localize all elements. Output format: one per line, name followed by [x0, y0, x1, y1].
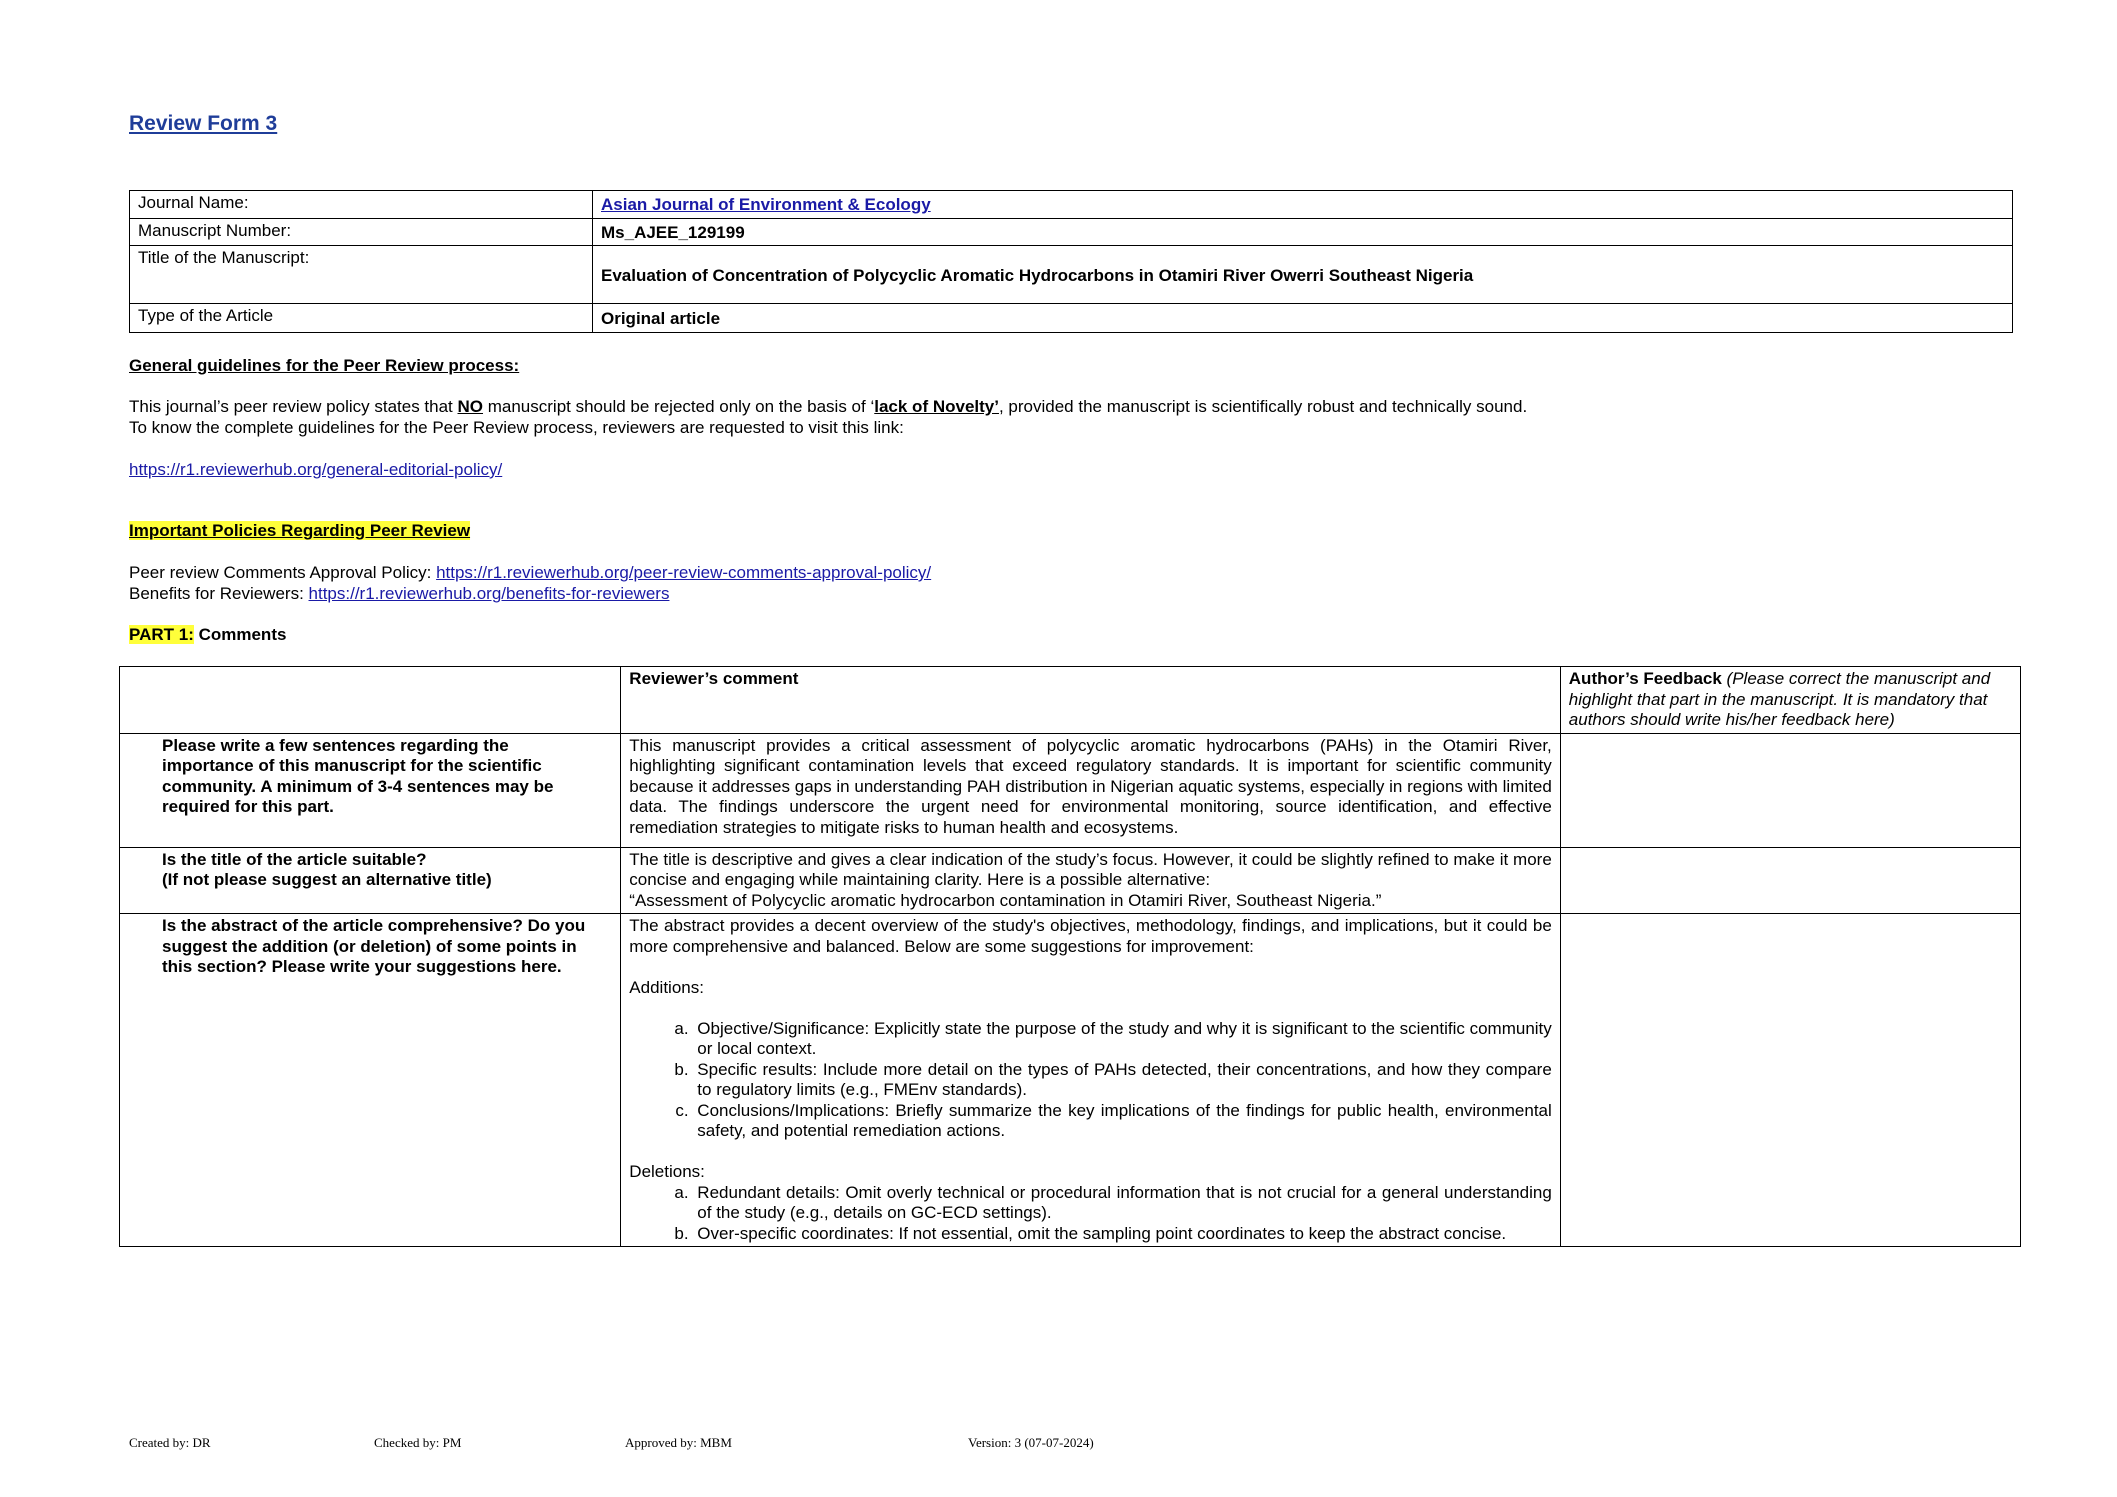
manuscript-number-label: Manuscript Number:: [130, 218, 593, 246]
author-feedback-instructions: (Please correct the manuscript and highlight that part in the manuscript. It is mandatory that authors should write his/her feedback here): [1568, 669, 1991, 729]
guidelines-heading: General guidelines for the Peer Review process:: [129, 356, 520, 375]
form-title: Review Form 3: [129, 112, 278, 135]
lack-of-novelty-emphasis: lack of Novelty’: [874, 397, 999, 416]
additions-label: Additions:: [629, 977, 704, 997]
footer-checked-by: Checked by: PM: [374, 1435, 462, 1450]
question-title: [120, 847, 621, 914]
table-row: [120, 847, 2021, 914]
abstract-intro: The abstract provides a decent overview of the study's objectives, methodology, findings, and implications, but it could be more comprehensive and balanced. Below are some suggestions for improvement:: [629, 916, 1552, 956]
comment-title: [621, 847, 1560, 914]
comment-abstract: [621, 914, 1560, 1247]
part1-title: Comments: [193, 625, 287, 644]
deletions-label: Deletions:: [629, 1162, 705, 1181]
benefits-label: Benefits for Reviewers:: [129, 584, 309, 603]
author-feedback-cell[interactable]: [1560, 847, 2020, 914]
header-empty-cell: [120, 667, 621, 734]
footer-approved-by: Approved by: MBM: [625, 1435, 732, 1450]
list-item: c. Conclusions/Implications: Briefly summarize the key implications of the findings for public health, environmental safety, and potential remediation actions.: [693, 1101, 1551, 1142]
comments-table: [119, 666, 2021, 1247]
editorial-policy-link[interactable]: https://r1.reviewerhub.org/general-editorial-policy/: [129, 460, 503, 479]
manuscript-number-value: Ms_AJEE_129199: [593, 218, 2013, 246]
author-feedback-cell[interactable]: [1560, 914, 2020, 1247]
important-policies-heading: Important Policies Regarding Peer Review: [129, 521, 471, 540]
manuscript-title-label: Title of the Manuscript:: [130, 246, 593, 304]
benefits-line: [129, 584, 2009, 605]
no-emphasis: NO: [457, 397, 484, 416]
question-title-line: Is the title of the article suitable?: [162, 849, 427, 869]
article-type-value: Original article: [593, 304, 2013, 333]
policy-text-part: , provided the manuscript is scientifically robust and technically sound.: [998, 397, 1528, 416]
approval-policy-line: [129, 563, 2009, 584]
deletions-list: [629, 1183, 1551, 1245]
part1-label: PART 1:: [129, 625, 194, 644]
footer-created-by: Created by: DR: [129, 1435, 211, 1450]
approval-policy-label: Peer review Comments Approval Policy:: [129, 563, 437, 582]
list-item: b. Specific results: Include more detail on the types of PAHs detected, their concentrations, and how they compare to regulatory limits (e.g., FMEnv standards).: [693, 1060, 1551, 1101]
table-row: [120, 733, 2021, 847]
reviewer-comment-header: Reviewer’s comment: [621, 667, 1560, 734]
additions-list: [629, 1019, 1551, 1142]
journal-name-label: Journal Name:: [130, 191, 593, 219]
question-importance: Please write a few sentences regarding the importance of this manuscript for the scientific community. A minimum of 3-4 sentences may be required for this part.: [120, 733, 621, 847]
list-item: b. Over-specific coordinates: If not essential, omit the sampling point coordinates to keep the abstract concise.: [693, 1224, 1551, 1245]
question-abstract: Is the abstract of the article comprehensive? Do you suggest the addition (or deletion) of some points in this section? Please write your suggestions here.: [120, 914, 621, 1247]
table-row: [120, 914, 2021, 1247]
journal-name-link[interactable]: Asian Journal of Environment & Ecology: [601, 195, 931, 214]
guidelines-visit-text: To know the complete guidelines for the Peer Review process, reviewers are requested to visit this link:: [129, 418, 904, 437]
guidelines-policy-text: [129, 397, 2009, 418]
policy-text-part: This journal’s peer review policy states that: [129, 397, 458, 416]
article-type-label: Type of the Article: [130, 304, 593, 333]
manuscript-info-table: [129, 190, 2013, 333]
list-item: a. Redundant details: Omit overly technical or procedural information that is not crucial for a general understanding of the study (e.g., details on GC-ECD settings).: [693, 1183, 1551, 1224]
part1-heading: [129, 625, 2009, 646]
author-feedback-header: [1560, 667, 2020, 734]
footer-version: Version: 3 (07-07-2024): [968, 1435, 1094, 1450]
author-feedback-cell[interactable]: [1560, 733, 2020, 847]
author-feedback-title: Author’s Feedback: [1568, 669, 1722, 688]
manuscript-title-value: Evaluation of Concentration of Polycyclic Aromatic Hydrocarbons in Otamiri River Owerri Southeast Nigeria: [593, 246, 2013, 304]
comment-importance: This manuscript provides a critical assessment of polycyclic aromatic hydrocarbons (PAHs) in the Otamiri River, highlighting significant contamination levels that exceed regulatory standards. It is important for scientific community because it addresses gaps in understanding PAH distribution in Nigerian aquatic systems, especially in regions with limited data. The findings underscore the urgent need for environmental monitoring, source identification, and effective remediation strategies to mitigate risks to human health and ecosystems.: [621, 733, 1560, 847]
comment-title-alternative: “Assessment of Polycyclic aromatic hydrocarbon contamination in Otamiri River, Southeast Nigeria.”: [629, 890, 1382, 910]
comment-title-text: The title is descriptive and gives a clear indication of the study’s focus. However, it could be slightly refined to make it more concise and engaging while maintaining clarity. Here is a possible alternative:: [629, 849, 1552, 889]
question-title-line: (If not please suggest an alternative title): [162, 870, 492, 889]
list-item: a. Objective/Significance: Explicitly state the purpose of the study and why it is significant to the scientific community or local context.: [693, 1019, 1551, 1060]
policy-text-part: manuscript should be rejected only on the basis of ‘: [483, 397, 875, 416]
benefits-link[interactable]: https://r1.reviewerhub.org/benefits-for-reviewers: [308, 584, 670, 603]
approval-policy-link[interactable]: https://r1.reviewerhub.org/peer-review-comments-approval-policy/: [436, 563, 932, 582]
